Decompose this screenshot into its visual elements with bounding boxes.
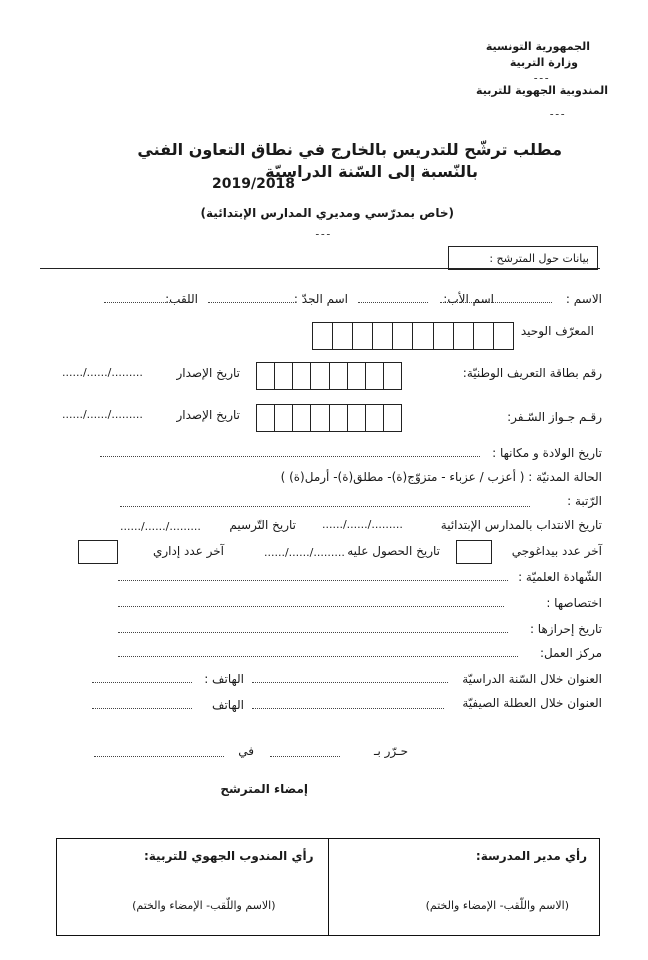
workplace-label: مركز العمل: bbox=[539, 646, 602, 660]
degree-label: الشّهادة العلميّة : bbox=[518, 570, 602, 584]
phone2-field[interactable] bbox=[92, 708, 192, 709]
addr-school-label: العنوان خلال السّنة الدراسيّة bbox=[462, 672, 602, 686]
surname-label: اللقب: bbox=[165, 292, 198, 306]
delegate-cell bbox=[57, 839, 328, 935]
national-id-label: رقم بطاقة التعريف الوطنيّة: bbox=[462, 366, 602, 380]
director-opinion-label: رأي مدير المدرسة: bbox=[475, 849, 587, 863]
phone-label: الهاتف : bbox=[204, 672, 244, 686]
unique-id-label: المعرّف الوحيد bbox=[520, 324, 594, 338]
workplace-field[interactable] bbox=[118, 656, 518, 657]
passport-boxes[interactable] bbox=[256, 404, 402, 432]
title-dots: ـ ـ ـ bbox=[316, 228, 330, 238]
header-dots-2: ـ ـ ـ bbox=[550, 108, 564, 118]
delegate-note: (الاسم واللّقب- الإمضاء والختم) bbox=[132, 899, 276, 912]
delegate-opinion-label: رأي المندوب الجهوي للتربية: bbox=[143, 849, 314, 863]
father-label: اسم الأب: bbox=[443, 292, 494, 306]
rank-field[interactable] bbox=[120, 506, 530, 507]
civil-status-label[interactable]: الحالة المدنيّة : ( أعزب / عزباء - متزوّج(ة)- مطلق(ة)- أرمل(ة) ) bbox=[280, 470, 602, 484]
last-admin-box[interactable] bbox=[78, 540, 118, 564]
birth-label: تاريخ الولادة و مكانها : bbox=[492, 446, 602, 460]
degree-field[interactable] bbox=[118, 580, 508, 581]
recruit-date-field[interactable]: ....../....../......... bbox=[322, 518, 403, 531]
obtained-date-field[interactable]: ....../....../......... bbox=[264, 546, 345, 559]
passport-label: رقـم جـواز السّـفر: bbox=[507, 410, 602, 424]
grandfather-label: اسم الجدّ : bbox=[293, 292, 348, 306]
national-id-boxes[interactable] bbox=[256, 362, 402, 390]
republic-label: الجمهورية التونسية bbox=[485, 40, 590, 53]
father-field[interactable] bbox=[358, 302, 428, 303]
recruit-date-label: تاريخ الانتداب بالمدارس الإبتدائية bbox=[440, 518, 602, 532]
tenure-date-field[interactable]: ....../....../......... bbox=[120, 520, 201, 533]
birth-field[interactable] bbox=[100, 456, 480, 457]
last-ped-box[interactable] bbox=[456, 540, 492, 564]
phone-field[interactable] bbox=[92, 682, 192, 683]
unique-id-boxes[interactable] bbox=[312, 322, 514, 350]
addr-summer-label: العنوان خلال العطلة الصيفيّة bbox=[462, 696, 602, 710]
specialty-field[interactable] bbox=[118, 606, 504, 607]
passport-issue-date-field[interactable]: ....../....../......... bbox=[62, 408, 143, 421]
header-dots: ـ ـ ـ bbox=[534, 72, 548, 82]
tenure-date-label: تاريخ التّرسيم bbox=[229, 518, 296, 532]
phone2-label: الهاتف bbox=[212, 698, 244, 712]
title-line-2: بالنّسبة إلى السّنة الدراسيّة bbox=[265, 162, 478, 181]
on-date-field[interactable] bbox=[94, 756, 224, 757]
regional-label: المندوبية الجهوية للتربية bbox=[476, 84, 608, 97]
academic-year: 2019/2018 bbox=[212, 176, 296, 192]
section-label: بيانات حول المترشح : bbox=[489, 252, 589, 265]
obtain-date-label: تاريخ إحرازها : bbox=[529, 622, 602, 636]
id-issue-date-label: تاريخ الإصدار bbox=[176, 366, 240, 380]
section-tag bbox=[448, 246, 598, 270]
specialty-label: اختصاصها : bbox=[546, 596, 602, 610]
obtain-date-field[interactable] bbox=[118, 632, 508, 633]
id-issue-date-field[interactable]: ....../....../......... bbox=[62, 366, 143, 379]
obtained-date-label: تاريخ الحصول عليه bbox=[347, 544, 440, 558]
title-line-3: (خاص بمدرّسي ومديري المدارس الإبتدائية) bbox=[200, 206, 454, 220]
written-at-field[interactable] bbox=[270, 756, 340, 757]
addr-school-field[interactable] bbox=[252, 682, 448, 683]
surname-field[interactable] bbox=[104, 302, 174, 303]
last-ped-label: آخر عدد بيداغوجي bbox=[511, 544, 602, 558]
addr-summer-field[interactable] bbox=[252, 708, 444, 709]
name-label: الاسم : bbox=[565, 292, 602, 306]
director-note: (الاسم واللّقب- الإمضاء والختم) bbox=[425, 899, 569, 912]
on-label: في bbox=[238, 744, 254, 758]
candidate-signature-label: إمضاء المترشح bbox=[220, 782, 308, 796]
opinions-table bbox=[56, 838, 600, 936]
ministry-label: وزارة التربية bbox=[509, 56, 578, 69]
passport-issue-date-label: تاريخ الإصدار bbox=[176, 408, 240, 422]
title-line-1: مطلب ترشّح للتدريس بالخارج في نطاق التعاون الفني bbox=[137, 140, 562, 159]
grandfather-field[interactable] bbox=[208, 302, 296, 303]
director-cell bbox=[328, 839, 600, 935]
last-admin-label: آخر عدد إداري bbox=[152, 544, 224, 558]
rank-label: الرّتبة : bbox=[567, 494, 602, 508]
written-at-label: حـرّر بـ bbox=[373, 744, 408, 758]
